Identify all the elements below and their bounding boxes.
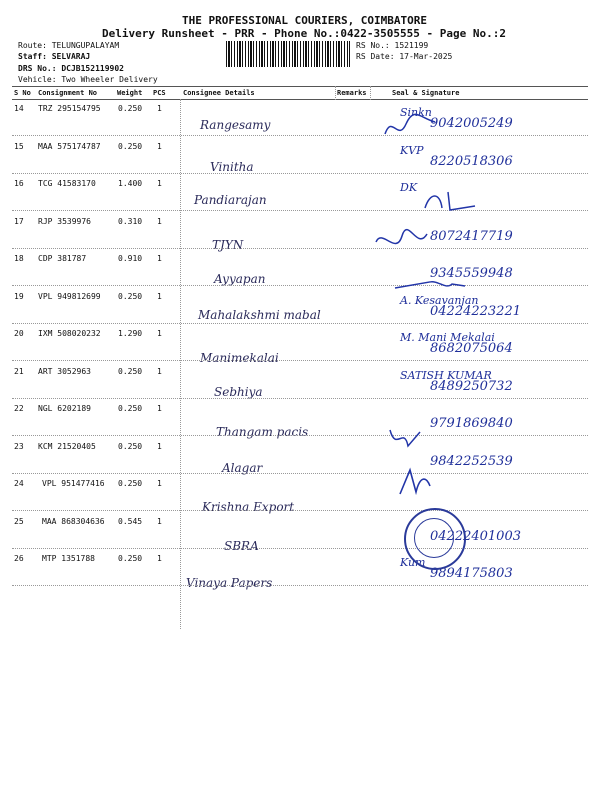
row-consignment-no: MTP 1351788 (42, 554, 95, 563)
row-consignee-name: Sebhiya (214, 384, 263, 399)
barcode-image (226, 41, 350, 67)
row-sno: 14 (14, 104, 24, 113)
row-signature-name: Kum (400, 556, 426, 569)
row-weight: 0.250 (118, 404, 143, 413)
row-sno: 25 (14, 517, 24, 526)
row-consignee-name: Vinaya Papers (186, 576, 273, 591)
row-consignee-name: Pandiarajan (194, 193, 267, 208)
table-header-rule (12, 99, 588, 100)
row-signature-phone: 9894175803 (430, 566, 513, 581)
row-signature-phone: 8682075064 (430, 341, 513, 356)
row-separator (12, 435, 588, 436)
row-signature-name: KVP (400, 144, 424, 157)
row-weight: 0.310 (118, 217, 143, 226)
row-separator (12, 135, 588, 136)
row-consignment-no: TCG 41583170 (38, 179, 96, 188)
row-weight: 0.545 (118, 517, 143, 526)
row-signature-phone: 8072417719 (430, 229, 513, 244)
row-separator (12, 248, 588, 249)
rs-number: RS No.: 1521199 (356, 41, 429, 50)
row-consignment-no: MAA 575174787 (38, 142, 101, 151)
row-weight: 0.910 (118, 254, 143, 263)
col-header-pcs: PCS (153, 89, 166, 97)
row-sno: 16 (14, 179, 24, 188)
row-signature-phone: 9791869840 (430, 416, 513, 431)
row-consignment-no: TRZ 295154795 (38, 104, 101, 113)
row-signature-phone: 8489250732 (430, 379, 513, 394)
row-separator (12, 398, 588, 399)
row-consignee-name: Mahalakshmi mabal (198, 308, 321, 322)
row-separator (12, 548, 588, 549)
row-consignee-name: Rangesamy (200, 117, 271, 132)
row-pcs: 1 (157, 217, 162, 226)
row-separator (12, 360, 588, 361)
row-consignment-no: IXM 508020232 (38, 329, 101, 338)
row-weight: 0.250 (118, 442, 143, 451)
row-sno: 17 (14, 217, 24, 226)
row-pcs: 1 (157, 517, 162, 526)
column-divider-seal (370, 86, 371, 100)
row-consignment-no: VPL 949812699 (38, 292, 101, 301)
col-header-sno: S No (14, 89, 31, 97)
row-signature-phone: 9842252539 (430, 454, 513, 469)
row-separator (12, 285, 588, 286)
col-header-weight: Weight (117, 89, 143, 97)
staff-label: Staff: SELVARAJ (18, 52, 91, 61)
row-pcs: 1 (157, 404, 162, 413)
row-signature-name: Sinkn (400, 106, 432, 119)
row-sno: 15 (14, 142, 24, 151)
row-pcs: 1 (157, 254, 162, 263)
signature-scribble-23 (396, 466, 436, 500)
column-divider-remarks (335, 86, 336, 100)
row-consignment-no: CDP 381787 (38, 254, 87, 263)
row-weight: 1.400 (118, 179, 143, 188)
row-weight: 0.250 (118, 292, 143, 301)
row-signature-phone: 8220518306 (430, 154, 513, 169)
row-consignment-no: ART 3052963 (38, 367, 91, 376)
row-sno: 19 (14, 292, 24, 301)
row-weight: 0.250 (118, 104, 143, 113)
row-sno: 20 (14, 329, 24, 338)
row-signature-phone: 04224223221 (430, 304, 521, 319)
row-sno: 21 (14, 367, 24, 376)
col-header-remarks: Remarks (337, 89, 367, 97)
signature-scribble-18 (390, 276, 470, 298)
runsheet-subtitle: Delivery Runsheet - PRR - Phone No.:0422-3505555 - Page No.:2 (102, 27, 506, 40)
col-header-consignee: Consignee Details (183, 89, 255, 97)
row-pcs: 1 (157, 142, 162, 151)
row-pcs: 1 (157, 329, 162, 338)
row-pcs: 1 (157, 292, 162, 301)
signature-scribble-16 (420, 188, 480, 216)
row-signature-phone: 9345559948 (430, 266, 513, 281)
rs-date: RS Date: 17-Mar-2025 (356, 52, 453, 61)
row-consignment-no: RJP 3539976 (38, 217, 91, 226)
row-consignment-no: VPL 951477416 (42, 479, 105, 488)
row-pcs: 1 (157, 479, 162, 488)
row-signature-name: SATISH KUMAR (400, 369, 492, 382)
row-separator (12, 173, 588, 174)
row-consignee-name: Ayyapan (214, 271, 266, 286)
row-sno: 24 (14, 479, 24, 488)
signature-scribble-17 (372, 226, 432, 256)
route-label: Route: TELUNGUPALAYAM (18, 41, 120, 50)
row-pcs: 1 (157, 179, 162, 188)
row-signature-name: A. Kesavanjan (400, 294, 479, 307)
drs-label: DRS No.: DCJB152119902 (18, 64, 124, 73)
col-header-seal: Seal & Signature (392, 89, 460, 97)
table-top-rule (12, 86, 588, 87)
row-sno: 26 (14, 554, 24, 563)
row-consignee-name: Thangam pacis (216, 424, 309, 439)
col-header-consignment: Consignment No (38, 89, 98, 97)
company-title: THE PROFESSIONAL COURIERS, COIMBATORE (182, 14, 428, 27)
row-separator (12, 585, 588, 586)
row-signature-phone: 04222401003 (430, 529, 521, 544)
row-sno: 22 (14, 404, 24, 413)
row-consignee-name: Vinitha (210, 160, 254, 175)
row-consignment-no: KCM 21520405 (38, 442, 96, 451)
row-signature-name: DK (400, 181, 418, 194)
row-pcs: 1 (157, 554, 162, 563)
row-pcs: 1 (157, 367, 162, 376)
signature-scribble-22 (386, 424, 426, 454)
row-separator (12, 210, 588, 211)
row-consignee-name: TJYN (212, 237, 244, 252)
row-signature-phone: 9042005249 (430, 116, 513, 131)
row-consignment-no: NGL 6202189 (38, 404, 91, 413)
signature-scribble-14 (380, 112, 440, 142)
row-weight: 0.250 (118, 367, 143, 376)
row-sno: 23 (14, 442, 24, 451)
row-pcs: 1 (157, 442, 162, 451)
row-separator (12, 473, 588, 474)
row-weight: 0.250 (118, 142, 143, 151)
row-consignee-name: Krishna Export (202, 499, 295, 514)
row-pcs: 1 (157, 104, 162, 113)
row-weight: 0.250 (118, 479, 143, 488)
row-consignee-name: Alagar (222, 461, 263, 476)
row-consignee-name: Manimekalai (200, 351, 279, 366)
company-seal-stamp (404, 508, 466, 570)
row-signature-name: M. Mani Mekalai (400, 331, 495, 344)
row-consignment-no: MAA 868304636 (42, 517, 105, 526)
row-separator (12, 323, 588, 324)
row-consignee-name: SBRA (224, 538, 259, 553)
row-weight: 0.250 (118, 554, 143, 563)
row-sno: 18 (14, 254, 24, 263)
row-weight: 1.290 (118, 329, 143, 338)
row-separator (12, 510, 588, 511)
column-divider-consignee (180, 99, 181, 629)
vehicle-label: Vehicle: Two Wheeler Delivery (18, 75, 158, 84)
